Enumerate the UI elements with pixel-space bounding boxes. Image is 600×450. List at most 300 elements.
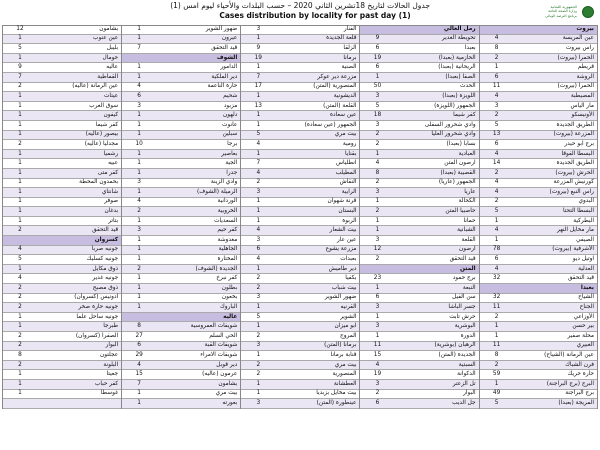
table-row: [360, 159, 478, 169]
case-count: 1: [256, 265, 261, 272]
case-count: 15: [373, 351, 382, 358]
locality-name: راس النبع (بيروت): [549, 188, 594, 195]
table-row: [480, 380, 597, 390]
case-count: 2: [18, 304, 22, 311]
district-header-row: [360, 265, 478, 275]
case-count: 4: [494, 179, 499, 186]
table-row: [241, 35, 359, 45]
locality-name: الجية: [225, 160, 238, 167]
case-count: 1: [137, 35, 141, 42]
locality-name: الأوزاعي: [573, 313, 594, 320]
case-count: 18: [373, 112, 382, 119]
table-row: [360, 111, 478, 121]
locality-name: عين سعادة: [329, 112, 357, 119]
table-row: [3, 83, 121, 93]
case-count: 2: [18, 284, 22, 291]
case-count: 2: [494, 169, 499, 176]
case-count: 4: [494, 265, 499, 272]
locality-name: جونيه ساحل علما: [76, 313, 119, 320]
locality-name: جونيه صربا: [91, 246, 119, 253]
locality-name: عجلتون: [100, 351, 119, 358]
locality-name: الباروك: [220, 304, 238, 311]
case-count: 1: [18, 371, 22, 378]
case-count: 3: [494, 102, 499, 109]
locality-name: الغبيري: [576, 342, 594, 349]
case-count: 1: [256, 380, 261, 387]
case-count: 2: [375, 208, 380, 215]
table-row: [241, 207, 359, 217]
case-count: 1: [137, 275, 141, 282]
district-name: المتن: [459, 265, 476, 272]
table-row: [122, 361, 240, 371]
table-column-block: [2, 25, 121, 409]
table-row: [3, 92, 121, 102]
locality-name: عاليه: [106, 64, 119, 71]
case-count: 1: [137, 131, 141, 138]
table-row: [3, 63, 121, 73]
case-count: 1: [256, 92, 261, 99]
table-row: [480, 198, 597, 208]
table-row: [3, 35, 121, 45]
locality-name: البسطا التحتا: [562, 208, 594, 215]
locality-name: السبتية: [458, 361, 476, 368]
table-row: [241, 188, 359, 198]
locality-name: الشوير: [340, 313, 357, 320]
locality-name: القرنيه: [340, 304, 357, 311]
locality-name: دير الملكية: [211, 73, 238, 80]
case-count: 1: [256, 35, 261, 42]
table-row: [3, 351, 121, 361]
locality-name: راس بيروت: [565, 44, 594, 51]
table-row: [3, 399, 121, 409]
locality-name: الحدث: [460, 83, 476, 90]
table-row: [122, 44, 240, 54]
table-column-block: [121, 25, 240, 409]
case-count: 2: [137, 265, 141, 272]
locality-name: بطلون: [221, 284, 238, 291]
locality-name: ذوق مصبح: [92, 284, 119, 291]
locality-name: صوفر: [104, 198, 119, 205]
table-row: [360, 188, 478, 198]
table-row: [480, 111, 597, 121]
district-header-row: [480, 25, 597, 35]
case-count: 1: [18, 35, 22, 42]
locality-name: الروشة: [576, 73, 594, 80]
case-count: 1: [137, 112, 141, 119]
table-row: [122, 131, 240, 141]
locality-name: برج ابو حيدر: [564, 140, 594, 147]
table-row: [480, 54, 597, 64]
case-count: 1: [137, 236, 141, 243]
district-header-row: [480, 284, 597, 294]
table-row: [122, 351, 240, 361]
table-column-block: [479, 25, 598, 409]
table-row: [480, 63, 597, 73]
case-count: 1: [494, 323, 499, 330]
case-count: 17: [254, 83, 262, 90]
case-count: 2: [375, 179, 380, 186]
table-row: [480, 313, 597, 323]
table-row: [122, 236, 240, 246]
table-row: [241, 111, 359, 121]
locality-name: البستان: [338, 208, 357, 215]
locality-name: البسطا الفوقا: [561, 150, 594, 157]
table-row: [241, 370, 359, 380]
case-count: 1: [375, 332, 380, 339]
locality-name: الصيفي: [576, 236, 594, 243]
case-count: 2: [137, 208, 141, 215]
case-count: 7: [137, 44, 141, 51]
case-count: 1: [18, 217, 22, 224]
table-row: [3, 370, 121, 380]
locality-name: بيت مري: [334, 361, 357, 368]
table-row: [241, 92, 359, 102]
locality-name: ادونيس (كسروان): [74, 294, 119, 301]
case-count: 2: [375, 390, 380, 397]
locality-name: الجديدة (المتن): [438, 351, 476, 358]
table-row: [122, 370, 240, 380]
table-row: [360, 73, 478, 83]
table-row: [480, 399, 597, 409]
locality-name: كفر متى: [97, 169, 119, 176]
case-count: 1: [256, 323, 261, 330]
table-row: [122, 35, 240, 45]
case-count: 4: [137, 198, 141, 205]
cases-table: [2, 25, 598, 409]
table-row: [241, 255, 359, 265]
table-row: [360, 246, 478, 256]
table-row: [3, 265, 121, 275]
table-row: [241, 150, 359, 160]
district-name: بعبدا: [580, 284, 594, 291]
table-row: [360, 121, 478, 131]
table-row: [360, 83, 478, 93]
case-count: 4: [256, 140, 261, 147]
case-count: 1: [137, 399, 141, 406]
case-count: 19: [373, 54, 382, 61]
case-count: 2: [494, 361, 499, 368]
case-count: 2: [18, 294, 22, 301]
table-row: [122, 399, 240, 409]
case-count: 12: [373, 246, 382, 253]
table-row: [3, 274, 121, 284]
locality-name: بيت مخايل بزبديا: [316, 390, 357, 397]
case-count: 3: [375, 121, 380, 128]
table-row: [480, 342, 597, 352]
table-row: [122, 159, 240, 169]
table-row: [241, 380, 359, 390]
locality-name: اللويزة (بعبدا): [442, 92, 476, 99]
case-count: 7: [18, 73, 22, 80]
table-row: [3, 342, 121, 352]
table-row: [122, 83, 240, 93]
case-count: 49: [492, 390, 501, 397]
table-row: [241, 399, 359, 409]
case-count: 1: [137, 246, 141, 253]
table-column-block: [359, 25, 478, 409]
locality-name: العدلية: [578, 265, 594, 272]
case-count: 8: [137, 323, 141, 330]
locality-name: البرج (برج البراجنة): [546, 380, 594, 387]
locality-name: المصيطبة: [570, 92, 594, 99]
table-row: [3, 44, 121, 54]
case-count: 78: [492, 246, 501, 253]
table-row: [3, 131, 121, 141]
locality-name: بيصور (عاليه): [85, 131, 119, 138]
logo-line: وزارة الصحة العامة: [548, 9, 577, 14]
locality-name: كفر حيم: [217, 227, 238, 234]
table-row: [360, 226, 478, 236]
case-count: 1: [18, 150, 22, 157]
table-row: [122, 63, 240, 73]
case-count: 1: [18, 208, 22, 215]
table-row: [360, 322, 478, 332]
table-row: [122, 198, 240, 208]
case-count: 1: [18, 198, 22, 205]
table-row: [241, 63, 359, 73]
table-row: [3, 121, 121, 131]
table-row: [241, 265, 359, 275]
locality-name: بعبدا: [464, 44, 476, 51]
locality-name: جل الديب: [452, 399, 476, 406]
locality-name: الحمرا (بيروت): [557, 54, 594, 61]
table-row: [3, 361, 121, 371]
case-count: 2: [256, 275, 261, 282]
case-count: 2: [494, 112, 499, 119]
table-row: [360, 255, 478, 265]
case-count: 11: [492, 83, 501, 90]
table-row: [480, 150, 597, 160]
locality-name: الشياح: [578, 294, 594, 301]
case-count: 6: [375, 294, 380, 301]
case-count: 4: [494, 35, 499, 42]
case-count: 8: [494, 44, 499, 51]
case-count: 11: [492, 304, 501, 311]
locality-name: الحرش (بيروت): [555, 169, 594, 176]
case-count: 1: [18, 92, 22, 99]
table-row: [360, 92, 478, 102]
table-row: [3, 294, 121, 304]
table-row: [480, 255, 597, 265]
case-count: 1: [137, 160, 141, 167]
locality-name: تحويطة الغدير: [441, 35, 476, 42]
locality-name: عبيه: [108, 160, 119, 167]
case-count: 4: [137, 361, 141, 368]
table-row: [480, 207, 597, 217]
table-row: [241, 294, 359, 304]
case-count: 5: [494, 399, 499, 406]
locality-name: ضهور الشوير: [205, 26, 238, 33]
table-row: [360, 380, 478, 390]
table-row: [360, 303, 478, 313]
case-count: 6: [494, 73, 499, 80]
table-row: [360, 342, 478, 352]
table-row: [122, 303, 240, 313]
case-count: 2: [494, 313, 499, 320]
locality-name: الصنية: [341, 64, 357, 71]
case-count: 1: [18, 54, 22, 61]
table-row: [122, 179, 240, 189]
locality-name: محلة صفير: [567, 332, 594, 339]
locality-name: جونيه حارة صخر: [78, 304, 119, 311]
locality-name: الدكوانة: [457, 371, 476, 378]
locality-name: الدورة: [460, 332, 476, 339]
locality-name: وادي شحرور العليا: [431, 131, 476, 138]
district-name: الشوف: [216, 54, 238, 61]
table-row: [241, 102, 359, 112]
case-count: 1: [137, 26, 141, 33]
locality-name: قرنة شهوان: [327, 198, 357, 205]
case-count: 1: [375, 227, 380, 234]
table-row: [122, 111, 240, 121]
locality-name: غوسطا: [100, 390, 119, 397]
table-row: [3, 188, 121, 198]
locality-name: الجمهور (عاريا): [438, 179, 476, 186]
table-row: [241, 198, 359, 208]
locality-name: المنصورية (المتن): [313, 83, 357, 90]
case-count: 8: [375, 169, 380, 176]
case-count: 4: [256, 256, 261, 263]
table-row: [360, 44, 478, 54]
case-count: 5: [256, 131, 261, 138]
locality-name: ارصون: [459, 246, 476, 253]
table-row: [241, 274, 359, 284]
case-count: 2: [18, 140, 22, 147]
locality-name: حاصبيا المتن: [445, 208, 476, 215]
case-count: 29: [135, 351, 143, 358]
table-row: [122, 140, 240, 150]
locality-name: بيت الشعار: [329, 227, 357, 234]
case-count: 1: [18, 112, 22, 119]
table-row: [360, 399, 478, 409]
locality-name: المطيلب: [335, 169, 357, 176]
locality-name: الديشونية: [333, 92, 357, 99]
table-column-block: [240, 25, 359, 409]
case-count: 3: [256, 294, 261, 301]
case-count: 3: [375, 188, 380, 195]
locality-name: حرش تابت: [449, 313, 476, 320]
case-count: 9: [18, 64, 22, 71]
table-row: [122, 390, 240, 400]
case-count: 1: [137, 169, 141, 176]
table-row: [241, 44, 359, 54]
table-row: [122, 255, 240, 265]
table-row: [480, 121, 597, 131]
table-row: [480, 351, 597, 361]
case-count: 1: [137, 188, 141, 195]
table-row: [480, 246, 597, 256]
case-count: 2: [256, 179, 261, 186]
table-row: [122, 25, 240, 35]
locality-name: بشامون: [99, 26, 119, 33]
case-count: 2: [375, 256, 380, 263]
locality-name: مجدليا (عاليه): [84, 140, 119, 147]
table-row: [360, 131, 478, 141]
table-row: [122, 380, 240, 390]
district-header-row: [360, 25, 478, 35]
locality-name: بعبدات: [340, 256, 357, 263]
case-count: 1: [494, 217, 499, 224]
locality-name: عين عنوب: [93, 35, 119, 42]
case-count: 11: [492, 342, 501, 349]
case-count: 7: [256, 160, 261, 167]
locality-name: سبلين: [222, 131, 238, 138]
table-row: [360, 390, 478, 400]
locality-name: الريحانية (بعبدا): [438, 64, 476, 71]
locality-name: الرهبان (بوشرية): [434, 342, 476, 349]
table-row: [480, 226, 597, 236]
table-row: [122, 294, 240, 304]
locality-name: رشميا: [103, 150, 119, 157]
case-count: 7: [137, 380, 141, 387]
table-row: [480, 361, 597, 371]
case-count: 5: [494, 121, 499, 128]
case-count: 1: [137, 294, 141, 301]
case-count: 6: [494, 140, 499, 147]
table-row: [360, 102, 478, 112]
case-count: 4: [18, 275, 22, 282]
locality-name: مزبود: [223, 102, 238, 109]
table-row: [122, 73, 240, 83]
table-row: [360, 236, 478, 246]
case-count: 4: [375, 160, 380, 167]
table-row: [122, 322, 240, 332]
table-row: [480, 140, 597, 150]
locality-name: الدامور: [220, 64, 238, 71]
logo-line: برنامج الترصد الوبائي: [545, 13, 577, 18]
locality-name: مزرعة دير عوكر: [317, 73, 357, 80]
case-count: 27: [135, 332, 143, 339]
locality-name: حارة حريك: [567, 371, 594, 378]
locality-name: كفر شيما: [453, 112, 476, 119]
table-row: [360, 351, 478, 361]
district-header-row: [122, 313, 240, 323]
locality-name: الأونيسكو: [571, 112, 594, 119]
locality-name: بخعون: [221, 294, 238, 301]
case-count: 3: [137, 179, 141, 186]
case-count: 2: [375, 140, 380, 147]
table-row: [480, 390, 597, 400]
table-row: [480, 294, 597, 304]
table-row: [480, 236, 597, 246]
locality-name: الجناح: [579, 304, 594, 311]
case-count: 1: [18, 102, 22, 109]
locality-name: بيت شباب: [331, 284, 357, 291]
case-count: 4: [256, 169, 261, 176]
table-row: [360, 361, 478, 371]
table-row: [360, 63, 478, 73]
case-count: 1: [137, 390, 141, 397]
locality-name: طبرجا: [103, 323, 119, 330]
table-row: [480, 102, 597, 112]
locality-name: مغدوشة: [217, 236, 238, 243]
locality-name: القصيبة (بعبدا): [440, 169, 476, 176]
case-count: 4: [137, 83, 141, 90]
locality-name: شويفات العمروسية: [190, 323, 238, 330]
locality-name: البلونة: [103, 361, 119, 368]
locality-name: بشامون: [218, 380, 238, 387]
locality-name: بتاتر: [108, 217, 119, 224]
locality-name: دير طاميش: [328, 265, 357, 272]
table-row: [241, 83, 359, 93]
locality-name: بعورته: [222, 399, 238, 406]
case-count: 6: [494, 256, 499, 263]
case-count: 4: [494, 188, 499, 195]
table-row: [480, 303, 597, 313]
locality-name: عين الرمانة (الشياح): [544, 351, 594, 358]
case-count: 2: [18, 361, 22, 368]
table-row: [122, 246, 240, 256]
